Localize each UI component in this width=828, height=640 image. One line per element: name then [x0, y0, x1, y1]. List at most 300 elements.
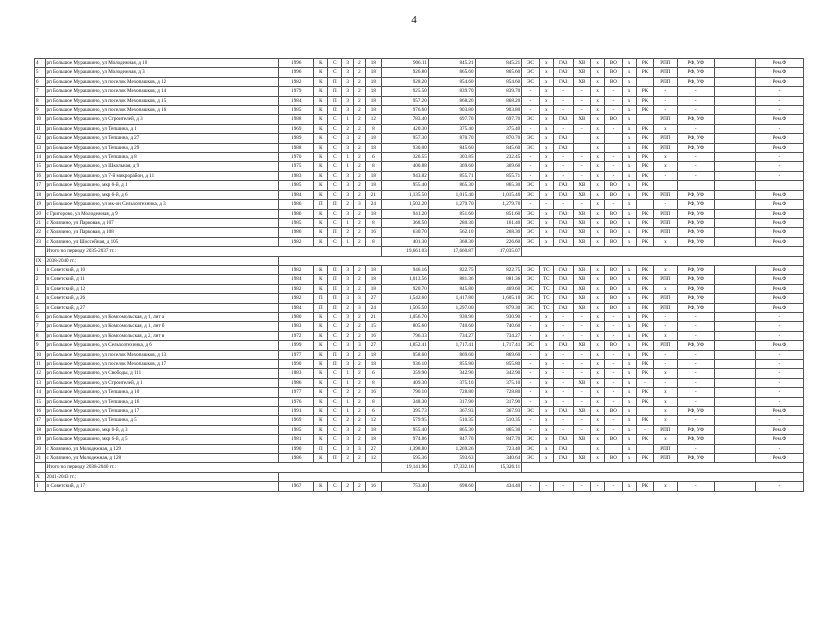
table-cell: РПП — [654, 294, 677, 303]
table-cell: рп Большое Мурашкино, ул 7-й микрорайон, д 11 — [45, 171, 279, 180]
table-cell: Рем.Ф — [755, 115, 803, 124]
table-cell: 881.36 — [428, 275, 475, 284]
table-cell: 790.10 — [382, 388, 429, 397]
table-cell: - — [553, 369, 573, 378]
table-cell: РК — [636, 87, 654, 96]
table-cell: Рем.Ф — [755, 454, 803, 463]
table-cell — [714, 407, 755, 416]
table-cell: 865.30 — [475, 181, 522, 190]
table-cell: 326.55 — [382, 153, 429, 162]
table-cell: х — [622, 228, 636, 237]
table-cell: х — [654, 482, 677, 491]
table-cell: 18 — [365, 435, 381, 444]
table-cell — [714, 190, 755, 199]
table-cell: 1982 — [279, 294, 314, 303]
table-cell: К — [314, 106, 328, 115]
table-cell: с Холязино, ул Молодежная, д 128 — [45, 454, 279, 463]
table-cell: 1 — [342, 369, 354, 378]
table-cell: х — [539, 322, 553, 331]
table-cell: К — [314, 275, 328, 284]
table-cell: 3 — [342, 143, 354, 152]
table-cell: 18 — [365, 171, 381, 180]
table-cell: х — [539, 407, 553, 416]
table-cell: х — [591, 407, 605, 416]
table-cell: 845.60 — [428, 143, 475, 152]
subtotal-row — [35, 247, 804, 256]
table-cell — [714, 275, 755, 284]
table-cell: 8 — [35, 331, 46, 340]
table-cell: ЭС — [522, 218, 540, 227]
table-cell: К — [314, 397, 328, 406]
table-cell: 27 — [365, 444, 381, 453]
table-cell: - — [654, 350, 677, 359]
table-cell: - — [755, 162, 803, 171]
table-cell: 855.80 — [475, 360, 522, 369]
table-cell: С — [328, 209, 342, 218]
table-cell: х — [654, 416, 677, 425]
table-cell: х — [622, 200, 636, 209]
housing-table — [34, 58, 804, 492]
table-cell — [714, 96, 755, 105]
table-cell: 2 — [342, 454, 354, 463]
table-cell: х — [622, 416, 636, 425]
table-cell: - — [553, 106, 573, 115]
table-cell: 1,269.26 — [428, 444, 475, 453]
table-cell: РПП — [654, 190, 677, 199]
table-cell: 369.60 — [475, 162, 522, 171]
table-cell: х — [539, 360, 553, 369]
table-cell: ЭС — [522, 444, 540, 453]
table-cell: П — [328, 454, 342, 463]
table-cell — [714, 369, 755, 378]
table-cell: х — [591, 435, 605, 444]
table-cell — [279, 256, 804, 265]
table-cell: - — [522, 87, 540, 96]
table-cell: - — [677, 444, 714, 453]
table-cell: 226.60 — [475, 237, 522, 246]
table-cell: 3 — [342, 209, 354, 218]
table-cell: 870.70 — [428, 134, 475, 143]
table-cell: 18 — [365, 360, 381, 369]
table-cell — [714, 209, 755, 218]
table-cell: 2 — [354, 482, 366, 491]
table-cell: 3 — [342, 444, 354, 453]
table-cell: 7 — [35, 322, 46, 331]
table-cell: - — [522, 397, 540, 406]
table-cell: рп Большое Мурашкино, мкр 6-й, д 6 — [45, 190, 279, 199]
table-cell: - — [553, 153, 573, 162]
table-cell — [636, 444, 654, 453]
table-cell: 469.60 — [475, 284, 522, 293]
table-cell: - — [605, 153, 623, 162]
table-cell: х — [539, 106, 553, 115]
table-cell: РК — [636, 106, 654, 115]
table-cell: 2 — [354, 237, 366, 246]
table-cell: РК — [636, 209, 654, 218]
table-cell: ЭС — [522, 284, 540, 293]
table-cell: 2 — [354, 378, 366, 387]
table-cell: 855.71 — [475, 171, 522, 180]
table-cell: - — [755, 369, 803, 378]
table-cell: х — [539, 218, 553, 227]
table-cell: х — [622, 134, 636, 143]
table-cell: - — [605, 369, 623, 378]
table-cell: РФ, УФ — [677, 77, 714, 86]
table-cell: 11 — [35, 124, 46, 133]
table-cell: - — [522, 369, 540, 378]
table-cell: 698.60 — [428, 482, 475, 491]
table-cell: РФ, УФ — [677, 341, 714, 350]
table-cell: С — [328, 218, 342, 227]
table-cell: П — [328, 87, 342, 96]
table-cell: 868.20 — [475, 96, 522, 105]
table-cell: 847.70 — [475, 435, 522, 444]
table-cell: х — [591, 106, 605, 115]
table-row — [35, 59, 804, 68]
table-cell: х — [591, 77, 605, 86]
table-cell: х — [539, 237, 553, 246]
table-cell — [636, 407, 654, 416]
table-cell: х — [591, 444, 605, 453]
table-cell: х — [591, 162, 605, 171]
table-cell: х — [539, 68, 553, 77]
table-cell: К — [314, 87, 328, 96]
table-cell: 4 — [35, 59, 46, 68]
table-cell: ХВ — [573, 237, 591, 246]
table-cell: 723.40 — [475, 444, 522, 453]
table-cell: Рем.Ф — [755, 190, 803, 199]
table-cell: 955.40 — [382, 425, 429, 434]
table-cell: ХВ — [573, 294, 591, 303]
table-cell: 868.20 — [428, 96, 475, 105]
table-cell: РПП — [654, 454, 677, 463]
table-cell: РК — [636, 435, 654, 444]
table-cell: РФ, УФ — [677, 265, 714, 274]
table-cell: 1 — [342, 397, 354, 406]
table-cell: 18 — [365, 59, 381, 68]
table-cell: П — [328, 350, 342, 359]
table-row — [35, 171, 804, 180]
table-cell: х — [622, 162, 636, 171]
table-cell: х — [539, 171, 553, 180]
table-cell: 903.80 — [475, 106, 522, 115]
table-cell: - — [677, 482, 714, 491]
table-cell: 3 — [342, 59, 354, 68]
table-cell: 2041-2043 гг.: — [45, 472, 279, 481]
table-cell: 12 — [365, 115, 381, 124]
table-cell: х — [539, 350, 553, 359]
table-cell: Рем.Ф — [755, 77, 803, 86]
table-row — [35, 209, 804, 218]
table-cell: 20 — [35, 444, 46, 453]
table-cell: 6 — [365, 407, 381, 416]
table-cell: РК — [636, 143, 654, 152]
table-cell: ЭС — [522, 294, 540, 303]
table-cell: 27 — [365, 294, 381, 303]
table-cell: ВО — [605, 218, 623, 227]
table-cell: ЭС — [522, 265, 540, 274]
table-cell: 1982 — [279, 284, 314, 293]
table-row — [35, 454, 804, 463]
table-cell: 14 — [35, 153, 46, 162]
table-cell: 18 — [365, 181, 381, 190]
table-cell — [714, 115, 755, 124]
table-cell: 420.30 — [382, 124, 429, 133]
table-row — [35, 77, 804, 86]
table-cell — [714, 124, 755, 133]
table-cell: РФ, УФ — [677, 303, 714, 312]
table-cell: 2 — [354, 143, 366, 152]
table-cell: 3 — [342, 96, 354, 105]
table-cell: Рем.Ф — [755, 407, 803, 416]
table-cell: РК — [636, 369, 654, 378]
table-cell: х — [591, 322, 605, 331]
table-cell: 1 — [342, 378, 354, 387]
table-cell: - — [553, 312, 573, 321]
table-cell: 955.40 — [382, 181, 429, 190]
table-cell: х — [539, 59, 553, 68]
table-cell: 2 — [354, 171, 366, 180]
table-cell: 865.30 — [475, 425, 522, 434]
table-cell: х — [539, 143, 553, 152]
table-cell: РК — [636, 350, 654, 359]
table-cell: 865.60 — [428, 68, 475, 77]
table-cell: 926.80 — [382, 68, 429, 77]
table-cell: - — [677, 350, 714, 359]
table-cell: 2 — [354, 96, 366, 105]
table-cell: К — [314, 162, 328, 171]
table-cell: РФ, УФ — [677, 425, 714, 434]
table-cell: С — [328, 444, 342, 453]
table-cell: - — [522, 106, 540, 115]
table-cell: х — [622, 425, 636, 434]
table-cell: С — [328, 369, 342, 378]
table-cell: 2 — [354, 153, 366, 162]
table-cell: ЭС — [522, 190, 540, 199]
table-cell: рп Большое Мурашкино, ул Тепшина, д 10 — [45, 388, 279, 397]
table-cell: 400.88 — [382, 162, 429, 171]
table-cell: 18 — [35, 190, 46, 199]
table-cell: х — [622, 331, 636, 340]
table-row — [35, 369, 804, 378]
table-cell: РК — [636, 360, 654, 369]
table-cell: рп Большое Мурашкино, ул поселок Мехопашков, д 16 — [45, 106, 279, 115]
table-cell: ГАЗ — [553, 68, 573, 77]
table-cell: х — [622, 171, 636, 180]
table-cell: К — [314, 237, 328, 246]
table-cell: ГАЗ — [553, 454, 573, 463]
table-cell: - — [654, 322, 677, 331]
table-cell: 16 — [365, 482, 381, 491]
table-cell: 1980 — [279, 312, 314, 321]
table-cell — [636, 115, 654, 124]
table-cell: рп Большое Мурашкино, ул Комсомольская, д 1, лит а — [45, 312, 279, 321]
table-cell: 1,717.41 — [428, 341, 475, 350]
table-cell: - — [677, 153, 714, 162]
table-cell: ЭС — [522, 228, 540, 237]
table-cell: х — [539, 134, 553, 143]
table-cell: 19,661.03 — [382, 247, 429, 256]
table-cell: - — [755, 96, 803, 105]
table-cell: 1981 — [279, 435, 314, 444]
table-cell: - — [677, 312, 714, 321]
table-cell: 593.63 — [428, 454, 475, 463]
table-cell: 1 — [342, 407, 354, 416]
table-cell: рп Большое Мурашкино, ул Тепшина, д 5 — [45, 416, 279, 425]
table-cell: 3 — [342, 341, 354, 350]
table-cell: С — [328, 322, 342, 331]
table-cell: 8 — [365, 124, 381, 133]
table-row — [35, 322, 804, 331]
table-cell: РК — [636, 322, 654, 331]
table-cell: 2 — [354, 435, 366, 444]
table-cell: - — [677, 171, 714, 180]
table-cell: 2 — [354, 181, 366, 190]
table-cell: РФ, УФ — [677, 407, 714, 416]
table-cell: 1985 — [279, 181, 314, 190]
table-cell: рп Большое Мурашкино, ул Тепшина, д 29 — [45, 143, 279, 152]
table-cell: 1,398.80 — [382, 444, 429, 453]
table-cell: ГАЗ — [553, 237, 573, 246]
table-cell: - — [553, 124, 573, 133]
table-cell — [714, 454, 755, 463]
table-cell: х — [622, 190, 636, 199]
table-row — [35, 265, 804, 274]
table-cell: - — [553, 425, 573, 434]
table-row — [35, 181, 804, 190]
table-cell: РПП — [654, 134, 677, 143]
table-cell: ХВ — [573, 209, 591, 218]
table-cell — [522, 463, 804, 472]
table-cell: 930.90 — [475, 312, 522, 321]
table-cell: 6 — [35, 312, 46, 321]
table-cell: 928.20 — [382, 77, 429, 86]
table-cell: х — [622, 350, 636, 359]
table-row — [35, 388, 804, 397]
table-cell: х — [591, 425, 605, 434]
table-cell: РФ, УФ — [677, 294, 714, 303]
table-cell: - — [677, 331, 714, 340]
table-cell: 1982 — [279, 77, 314, 86]
table-cell: РК — [636, 68, 654, 77]
table-cell: Рем.Ф — [755, 237, 803, 246]
table-cell: П — [328, 294, 342, 303]
table-cell: С — [328, 407, 342, 416]
table-row — [35, 425, 804, 434]
subtotal-row — [35, 463, 804, 472]
table-cell: х — [591, 331, 605, 340]
table-cell: ВО — [605, 228, 623, 237]
table-cell: 342.90 — [475, 369, 522, 378]
table-cell: 19,141.96 — [382, 463, 429, 472]
table-cell — [714, 134, 755, 143]
table-cell: ТС — [539, 303, 553, 312]
table-cell: х — [654, 435, 677, 444]
table-cell: - — [755, 87, 803, 96]
table-cell: 1984 — [279, 96, 314, 105]
table-row — [35, 303, 804, 312]
table-cell: - — [654, 312, 677, 321]
table-cell — [714, 425, 755, 434]
table-cell: 17 — [35, 181, 46, 190]
table-row — [35, 350, 804, 359]
table-row — [35, 378, 804, 387]
table-cell: 1972 — [279, 331, 314, 340]
table-cell: 3 — [342, 134, 354, 143]
table-cell: - — [605, 331, 623, 340]
table-cell: РК — [636, 275, 654, 284]
table-cell: 2 — [354, 284, 366, 293]
table-cell: 2 — [354, 77, 366, 86]
table-cell: 1991 — [279, 407, 314, 416]
table-cell — [714, 397, 755, 406]
table-cell: - — [677, 162, 714, 171]
table-cell — [714, 59, 755, 68]
table-cell: 1988 — [279, 115, 314, 124]
table-cell: ВО — [605, 68, 623, 77]
table-cell: х — [591, 96, 605, 105]
table-cell: 2 — [342, 228, 354, 237]
table-cell: 879.30 — [475, 303, 522, 312]
table-cell: рп Большое Мурашкино, ул Комсомольская, д 1, лит б — [45, 322, 279, 331]
table-cell: К — [314, 360, 328, 369]
table-cell: 1 — [35, 265, 46, 274]
table-cell: - — [755, 388, 803, 397]
table-cell: - — [573, 106, 591, 115]
table-cell — [714, 444, 755, 453]
table-cell: - — [553, 87, 573, 96]
table-cell: К — [314, 378, 328, 387]
table-cell: - — [573, 200, 591, 209]
table-cell: С — [328, 134, 342, 143]
table-cell — [714, 143, 755, 152]
table-cell: 1 — [35, 482, 46, 491]
table-cell: 1996 — [279, 68, 314, 77]
table-cell: 2 — [354, 350, 366, 359]
table-cell: 12 — [365, 454, 381, 463]
table-cell: х — [622, 143, 636, 152]
table-cell: ЭС — [522, 115, 540, 124]
table-cell: 21 — [35, 454, 46, 463]
table-cell: П — [328, 77, 342, 86]
table-cell: К — [314, 454, 328, 463]
table-cell — [714, 200, 755, 209]
table-cell: К — [314, 190, 328, 199]
table-cell: 3 — [342, 181, 354, 190]
table-cell: 359.90 — [382, 369, 429, 378]
table-cell: - — [654, 171, 677, 180]
table-cell: - — [573, 312, 591, 321]
table-cell: 21 — [365, 190, 381, 199]
table-cell: 2 — [342, 482, 354, 491]
table-cell: 368.30 — [428, 237, 475, 246]
table-cell: х — [539, 209, 553, 218]
table-cell: 17 — [35, 416, 46, 425]
table-cell: 8 — [365, 237, 381, 246]
table-cell: ЭС — [522, 68, 540, 77]
table-cell: 3 — [354, 294, 366, 303]
table-cell: х — [591, 190, 605, 199]
period-header-row — [35, 472, 804, 481]
table-cell: РК — [636, 171, 654, 180]
table-cell: 3 — [342, 68, 354, 77]
table-cell: 7 — [35, 87, 46, 96]
table-cell: С — [328, 153, 342, 162]
table-cell: 18 — [365, 143, 381, 152]
table-cell: К — [314, 435, 328, 444]
table-cell: - — [755, 171, 803, 180]
table-cell: х — [591, 200, 605, 209]
